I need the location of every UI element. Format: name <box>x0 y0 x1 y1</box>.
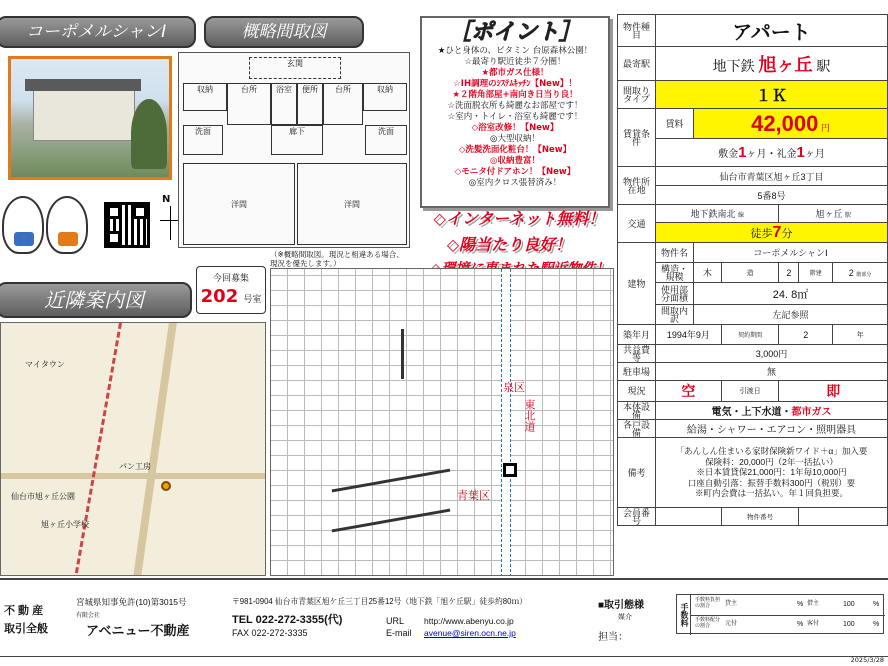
point-title: ［ポイント］ <box>448 20 581 45</box>
building-photo <box>8 56 172 180</box>
deposit-num: 1 <box>738 144 747 161</box>
deposit-mid: ヶ月・礼金 <box>746 149 797 160</box>
fee-pct-2: % <box>873 601 880 608</box>
fee-pct-1: % <box>797 601 804 608</box>
point-item: ☆洗面脱衣所も綺麗なお部屋です！ <box>447 101 583 111</box>
compass-label: N <box>162 194 171 205</box>
mascot-bear-left <box>2 196 44 254</box>
company-address: 〒981-0904 仙台市青葉区旭ケ丘三丁目25番12号（地下鉄「旭ケ丘駅」徒歩約80ｍ） <box>232 597 528 606</box>
property-no-label: 物件番号 <box>721 508 799 526</box>
floorplan-banner: 概略間取図 <box>204 16 364 48</box>
fee-table <box>676 594 884 634</box>
layout-detail-value: 左記参照 <box>694 305 888 325</box>
fee-row-2-label: 手数料配分の割合 <box>695 617 721 629</box>
rent-value-cell <box>694 109 888 139</box>
layout-detail-label: 間取内訳 <box>656 305 694 325</box>
print-date: 2025/3/28 <box>850 656 884 664</box>
rent-cond-label: 賃貸条件 <box>618 109 656 167</box>
contract-label: 契約期間 <box>721 325 779 345</box>
deal-label: ■取引態様 <box>598 600 645 611</box>
station-marker-icon <box>161 481 171 491</box>
point-item: ★２階角部屋+南向き日当り良！ <box>452 90 578 100</box>
note-label: 備考 <box>618 438 656 508</box>
recruit-room-number: 202 <box>200 286 239 307</box>
area-map-left <box>0 322 266 576</box>
point-item: ◎大型収納！ <box>490 134 540 144</box>
compass-arrow-icon <box>170 206 171 240</box>
room-bath-left: 浴室 <box>271 83 297 125</box>
key-num: 1 <box>796 144 805 161</box>
note-line: 口座自動引落：振替手数料300円（税別）要 <box>687 477 856 488</box>
walk-unit: 分 <box>781 227 793 240</box>
rent-unit: 円 <box>820 122 830 133</box>
contract-unit: 年 <box>833 325 888 345</box>
built-value: 1994年9月 <box>656 325 722 345</box>
url-label: URL <box>386 616 405 626</box>
tree <box>131 99 167 169</box>
area-value: 24. 8㎡ <box>694 283 888 305</box>
area-map-right <box>270 268 614 576</box>
point-item: ◇洗髪洗面化粧台！【New】 <box>458 145 572 155</box>
fee-pct-3: % <box>797 621 804 628</box>
member-label: 会員番号 <box>618 508 656 526</box>
company-name: アベニュー不動産 <box>86 623 190 638</box>
address-2: 5番8号 <box>656 186 888 205</box>
address-1: 仙台市青葉区旭ヶ丘3丁目 <box>656 167 888 186</box>
point-item: ◇モニタ付ドアホン！【New】 <box>454 167 576 177</box>
built-label: 築年月 <box>618 325 656 345</box>
room-storage-right: 収納 <box>363 83 407 111</box>
fee-row-1-label: 手数料負担の割合 <box>695 597 721 609</box>
traffic-label: 交通 <box>618 205 656 243</box>
company-email-link[interactable]: avenue@siren.ocn.ne.jp <box>424 628 516 638</box>
layout-value: １Ｋ <box>656 81 888 109</box>
room-hall: 廊下 <box>271 125 323 155</box>
staff-label: 担当： <box>598 632 628 643</box>
company-url-link[interactable]: http://www.abenyu.co.jp <box>424 616 514 626</box>
equip-value: 電気・上下水道・都市ガス <box>656 402 888 420</box>
footer-left-1: 不 動 産 <box>4 605 44 617</box>
spec-table <box>617 14 888 526</box>
room-washroom-right: 洗面 <box>365 125 407 155</box>
building-label: 建物 <box>618 243 656 325</box>
company-small: 有限会社 <box>76 613 101 619</box>
company-fax: FAX 022-272-3335 <box>232 628 308 638</box>
license: 宮城県知事免許(10)第3015号 <box>76 597 187 607</box>
point-item: ☆IH調理のｼｽﾃﾑｷｯﾁﾝ【New】！ <box>453 79 577 89</box>
fee-100-1: 100 <box>843 601 855 608</box>
room-kitchen-right: 台所 <box>323 83 363 125</box>
key-text: ヶ月 <box>804 149 825 160</box>
common-value: 3,000円 <box>656 345 888 363</box>
room-main-left: 洋間 <box>183 163 295 245</box>
walk-label: 徒歩 <box>750 227 773 240</box>
deposit-cell <box>656 139 888 167</box>
walk-cell <box>656 223 888 243</box>
struct-mid: 造 <box>721 263 779 283</box>
fee-customer: 客付 <box>807 621 820 627</box>
point-item: ★ひと身体の、ビタミン 台原森林公園！ <box>437 46 593 56</box>
point-item: ☆最寄り駅近徒歩７分圏！ <box>464 57 566 67</box>
deposit-label: 敷金 <box>718 149 739 160</box>
point-item: ◎収納豊富！ <box>490 156 540 166</box>
fee-borrower: 借主 <box>807 601 820 607</box>
note-line: ※日本賃貸保21,000円：1年毎10,000円 <box>696 467 847 478</box>
traffic-line: 地下鉄南北 線 <box>656 205 779 223</box>
note-line: ※町内会費は一括払い。年１回負担要。 <box>694 488 848 499</box>
map-label-ward: 泉区 <box>503 381 525 394</box>
station-name: 旭ヶ丘 <box>758 54 813 75</box>
fee-pct-4: % <box>873 621 880 628</box>
station-suffix: 駅 <box>816 57 831 74</box>
area-label: 使用部分面積 <box>656 283 694 305</box>
struct-label: 構造・規模 <box>656 263 694 283</box>
misc-value: 給湯・シャワー・エアコン・照明器具 <box>656 420 888 438</box>
room-toilet-center: 便所 <box>297 83 323 125</box>
mascot-bear-right <box>46 196 88 254</box>
parking-label: 駐車場 <box>618 363 656 381</box>
member-value <box>656 508 722 526</box>
address-label: 物件所在地 <box>618 167 656 205</box>
map-label-school: 旭ヶ丘小学校 <box>41 520 89 529</box>
point-box <box>420 16 610 208</box>
move-value: 即 <box>779 381 888 402</box>
property-marker-icon <box>503 463 517 477</box>
contract-value: 2 <box>779 325 833 345</box>
room-kitchen-left: 台所 <box>227 83 271 125</box>
room-storage-left: 収納 <box>183 83 227 111</box>
recruit-box <box>196 266 266 314</box>
property-name-banner: コーポメルシャンⅠ <box>0 16 196 48</box>
name-label: 物件名 <box>656 243 694 263</box>
point-item: ★都市ガス仕様！ <box>481 68 549 78</box>
room-washroom-left: 洗面 <box>183 125 223 155</box>
property-no-value <box>799 508 888 526</box>
map-label-park: 仙台市旭ヶ丘公園 <box>11 492 75 501</box>
room-entrance: 玄関 <box>249 57 341 79</box>
email-label: E-mail <box>386 628 412 638</box>
move-label: 引渡日 <box>721 381 779 402</box>
map-label-road: 東北道 <box>523 399 536 432</box>
company-tel: TEL 022-272-3355(代) <box>232 614 343 626</box>
rent-label: 賃料 <box>656 109 694 139</box>
floors-value: 2 <box>779 263 799 283</box>
qr-code <box>104 202 150 248</box>
name-value: コーポメルシャンⅠ <box>694 243 888 263</box>
floors-label: 階建 <box>799 263 833 283</box>
floorplan-note: （※概略間取図。現況と相違ある場合、現況を優先します。） <box>270 250 404 268</box>
traffic-station: 旭ヶ丘 駅 <box>779 205 888 223</box>
footer <box>0 578 888 657</box>
walk-min: 7 <box>772 223 782 241</box>
route-arrow-icon <box>332 509 451 533</box>
misc-label: 各戸設備 <box>618 420 656 438</box>
fee-lender: 貸主 <box>725 601 738 607</box>
station-line: 地下鉄 <box>712 57 755 74</box>
fee-origin: 元付 <box>725 621 738 627</box>
status-value: 空 <box>656 381 722 402</box>
map-label-mytown: マイタウン <box>25 360 65 369</box>
type-value: アパート <box>656 15 888 47</box>
station-cell <box>656 47 888 81</box>
rent-value: 42,000 <box>751 110 819 136</box>
recruit-label: 今回募集 <box>212 274 249 284</box>
struct-value: 木 <box>694 263 722 283</box>
point-item: ◎室内クロス張替済み！ <box>468 178 562 188</box>
feature-sunlight: ◇陽当たり良好！ <box>446 235 572 254</box>
status-label: 現況 <box>618 381 656 402</box>
note-line: 「あんしん住まいる家財保険新ワイド＋α」加入要 <box>675 446 868 457</box>
station-label: 最寄駅 <box>618 47 656 81</box>
point-item: ◇浴室改修！【New】 <box>471 123 559 133</box>
railway-line-icon <box>75 323 122 574</box>
building-illustration <box>33 89 135 141</box>
point-list <box>422 46 608 189</box>
map-banner: 近隣案内図 <box>0 282 192 318</box>
footer-left-2: 取引全般 <box>4 623 48 635</box>
parking-value: 無 <box>656 363 888 381</box>
feature-internet: ◇インターネット無料！ <box>433 209 605 228</box>
building-roof <box>25 79 141 91</box>
layout-label: 間取りタイプ <box>618 81 656 109</box>
floor-no: 2 階部分 <box>833 263 888 283</box>
room-main-right: 洋間 <box>297 163 407 245</box>
deal-sub: 媒介 <box>618 614 632 621</box>
fee-100-2: 100 <box>843 621 855 628</box>
recruit-room-suffix: 号室 <box>243 295 262 305</box>
map-label-ward2: 青葉区 <box>457 489 490 502</box>
floorplan <box>178 52 410 248</box>
point-item: ☆室内・トイレ・浴室も綺麗です！ <box>447 112 583 122</box>
common-label: 共益費等 <box>618 345 656 363</box>
type-label: 物件種目 <box>618 15 656 47</box>
route-arrow-icon <box>401 329 404 379</box>
route-arrow-icon <box>332 469 451 493</box>
fee-label: 手数料 <box>677 595 691 635</box>
note-line: 保険料：20,000円（2年一括払い） <box>705 456 838 467</box>
map-label-bakery: パン工房 <box>119 462 151 471</box>
notes-cell <box>656 438 888 508</box>
equip-label: 本体設備 <box>618 402 656 420</box>
